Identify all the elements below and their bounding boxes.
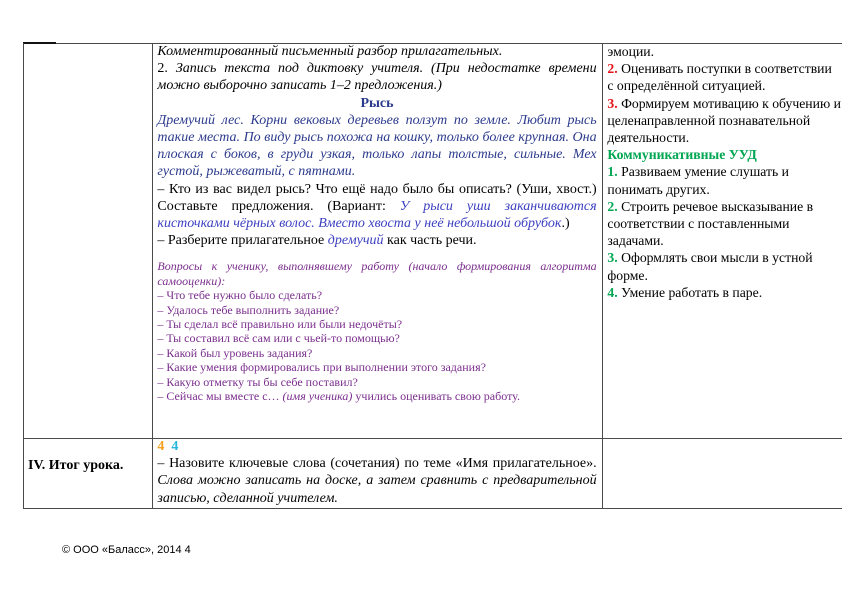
self-assessment-intro: Вопросы к ученику, выполнявшему работу (начало формирования алгоритма самооценки): [157,259,597,288]
regulatory-item-number: 3. [607,95,618,111]
dictation-text: Дремучий лес. Корни вековых деревьев ползут по земле. Любит рысь такие места. По виду рысь похожа на кошку, только более крупная. Она плоская с боков, в груди узкая, только лапы толстые, сильные. Мех густой, рыжеватый, с пятнами. [157,112,597,180]
communicative-item-text: Развиваем умение слушать и понимать других. [607,164,790,197]
self-assessment-question: – Какую отметку ты бы себе поставил? [157,374,358,389]
self-assessment-question: – Какой был уровень задания? [157,345,313,360]
summary-uud-cell-empty [602,438,842,508]
regulatory-item [607,60,842,94]
regulatory-item-number: 2. [607,61,618,77]
summary-task-question: – Назовите ключевые слова (сочетания) по теме «Имя прилагательное». [157,456,597,472]
self-assessment-closing [157,389,596,403]
communicative-item [607,249,842,283]
parse-task-word: дремучий [327,233,384,249]
communicative-item-text: Оформлять свои мысли в устной форме. [607,250,813,283]
activity-cell [152,43,602,438]
self-assessment-question: – Какие умения формировались при выполнении этого задания? [157,360,486,375]
dictation-task-number: 2. [157,61,168,77]
closing-prefix: – Сейчас мы вместе с… [157,389,283,404]
uud-cell [602,43,842,438]
communicative-item-number: 4. [607,284,618,300]
stage-cell-empty [23,43,152,438]
analysis-instruction: Комментированный письменный разбор прилагательных. [157,44,503,59]
communicative-heading: Коммуникативные УУД [607,147,757,163]
summary-task-note: Слова можно записать на доске, а затем сравнить с предварительной записью, сделанной учителем. [157,473,597,506]
communicative-item-number: 1. [607,164,618,180]
summary-task [157,455,596,507]
communicative-item-number: 2. [607,198,618,214]
communicative-item [607,163,842,197]
regulatory-item [607,95,842,147]
communicative-item [607,198,842,250]
summary-stage-cell [23,438,152,508]
sentence-task [157,181,596,233]
parse-task-suffix: как часть речи. [383,233,477,249]
communicative-item-text: Умение работать в паре. [621,284,763,300]
self-assessment-question: – Ты составил всё сам или с чьей-то помощью? [157,331,400,346]
dictation-task-text: Запись текста под диктовку учителя. (При недостатке времени можно выборочно записать 1–2 предложения.) [157,61,597,94]
self-assessment-question: – Удалось тебе выполнить задание? [157,302,340,317]
communicative-item-text: Строить речевое высказывание в соответствии с поставленными задачами. [607,198,814,249]
copyright-footer: © ООО «Баласс», 2014 4 [62,544,191,556]
table-bottom-border [23,508,842,509]
sentence-task-question: – Кто из вас видел рысь? Что ещё надо было бы описать? (Уши, хвост.) Составьте предложения. (Вариант: [157,181,597,214]
level-mark: 4 [171,439,179,454]
communicative-item [607,284,842,301]
communicative-item-number: 3. [607,250,618,266]
self-assessment-question: – Что тебе нужно было сделать? [157,288,323,303]
closing-student-name: (имя ученика) [282,389,353,404]
dictation-title: Рысь [360,95,394,111]
summary-activity-cell [152,438,602,508]
level-mark: 4 [157,439,165,454]
parse-task-prefix: – Разберите прилагательное [157,233,328,249]
parse-task [157,232,596,249]
sentence-variant: У рыси уши заканчиваются кисточками чёрных волос. Вместо хвоста у неё небольшой обрубок [157,198,597,232]
sentence-variant-close: .) [561,216,570,232]
uud-continuation: эмоции. [607,44,655,59]
regulatory-item-text: Оценивать поступки в соответствии с определённой ситуацией. [607,61,832,94]
closing-suffix: учились оценивать свою работу. [352,389,520,404]
dictation-task [157,60,596,94]
stage-label: IV. Итог урока. [28,458,124,474]
self-assessment-block [157,259,596,403]
regulatory-item-text: Формируем мотивацию к обучению и целенаправленной познавательной деятельности. [607,95,841,146]
level-marks [157,438,596,455]
self-assessment-question: – Ты сделал всё правильно или были недочёты? [157,317,403,332]
